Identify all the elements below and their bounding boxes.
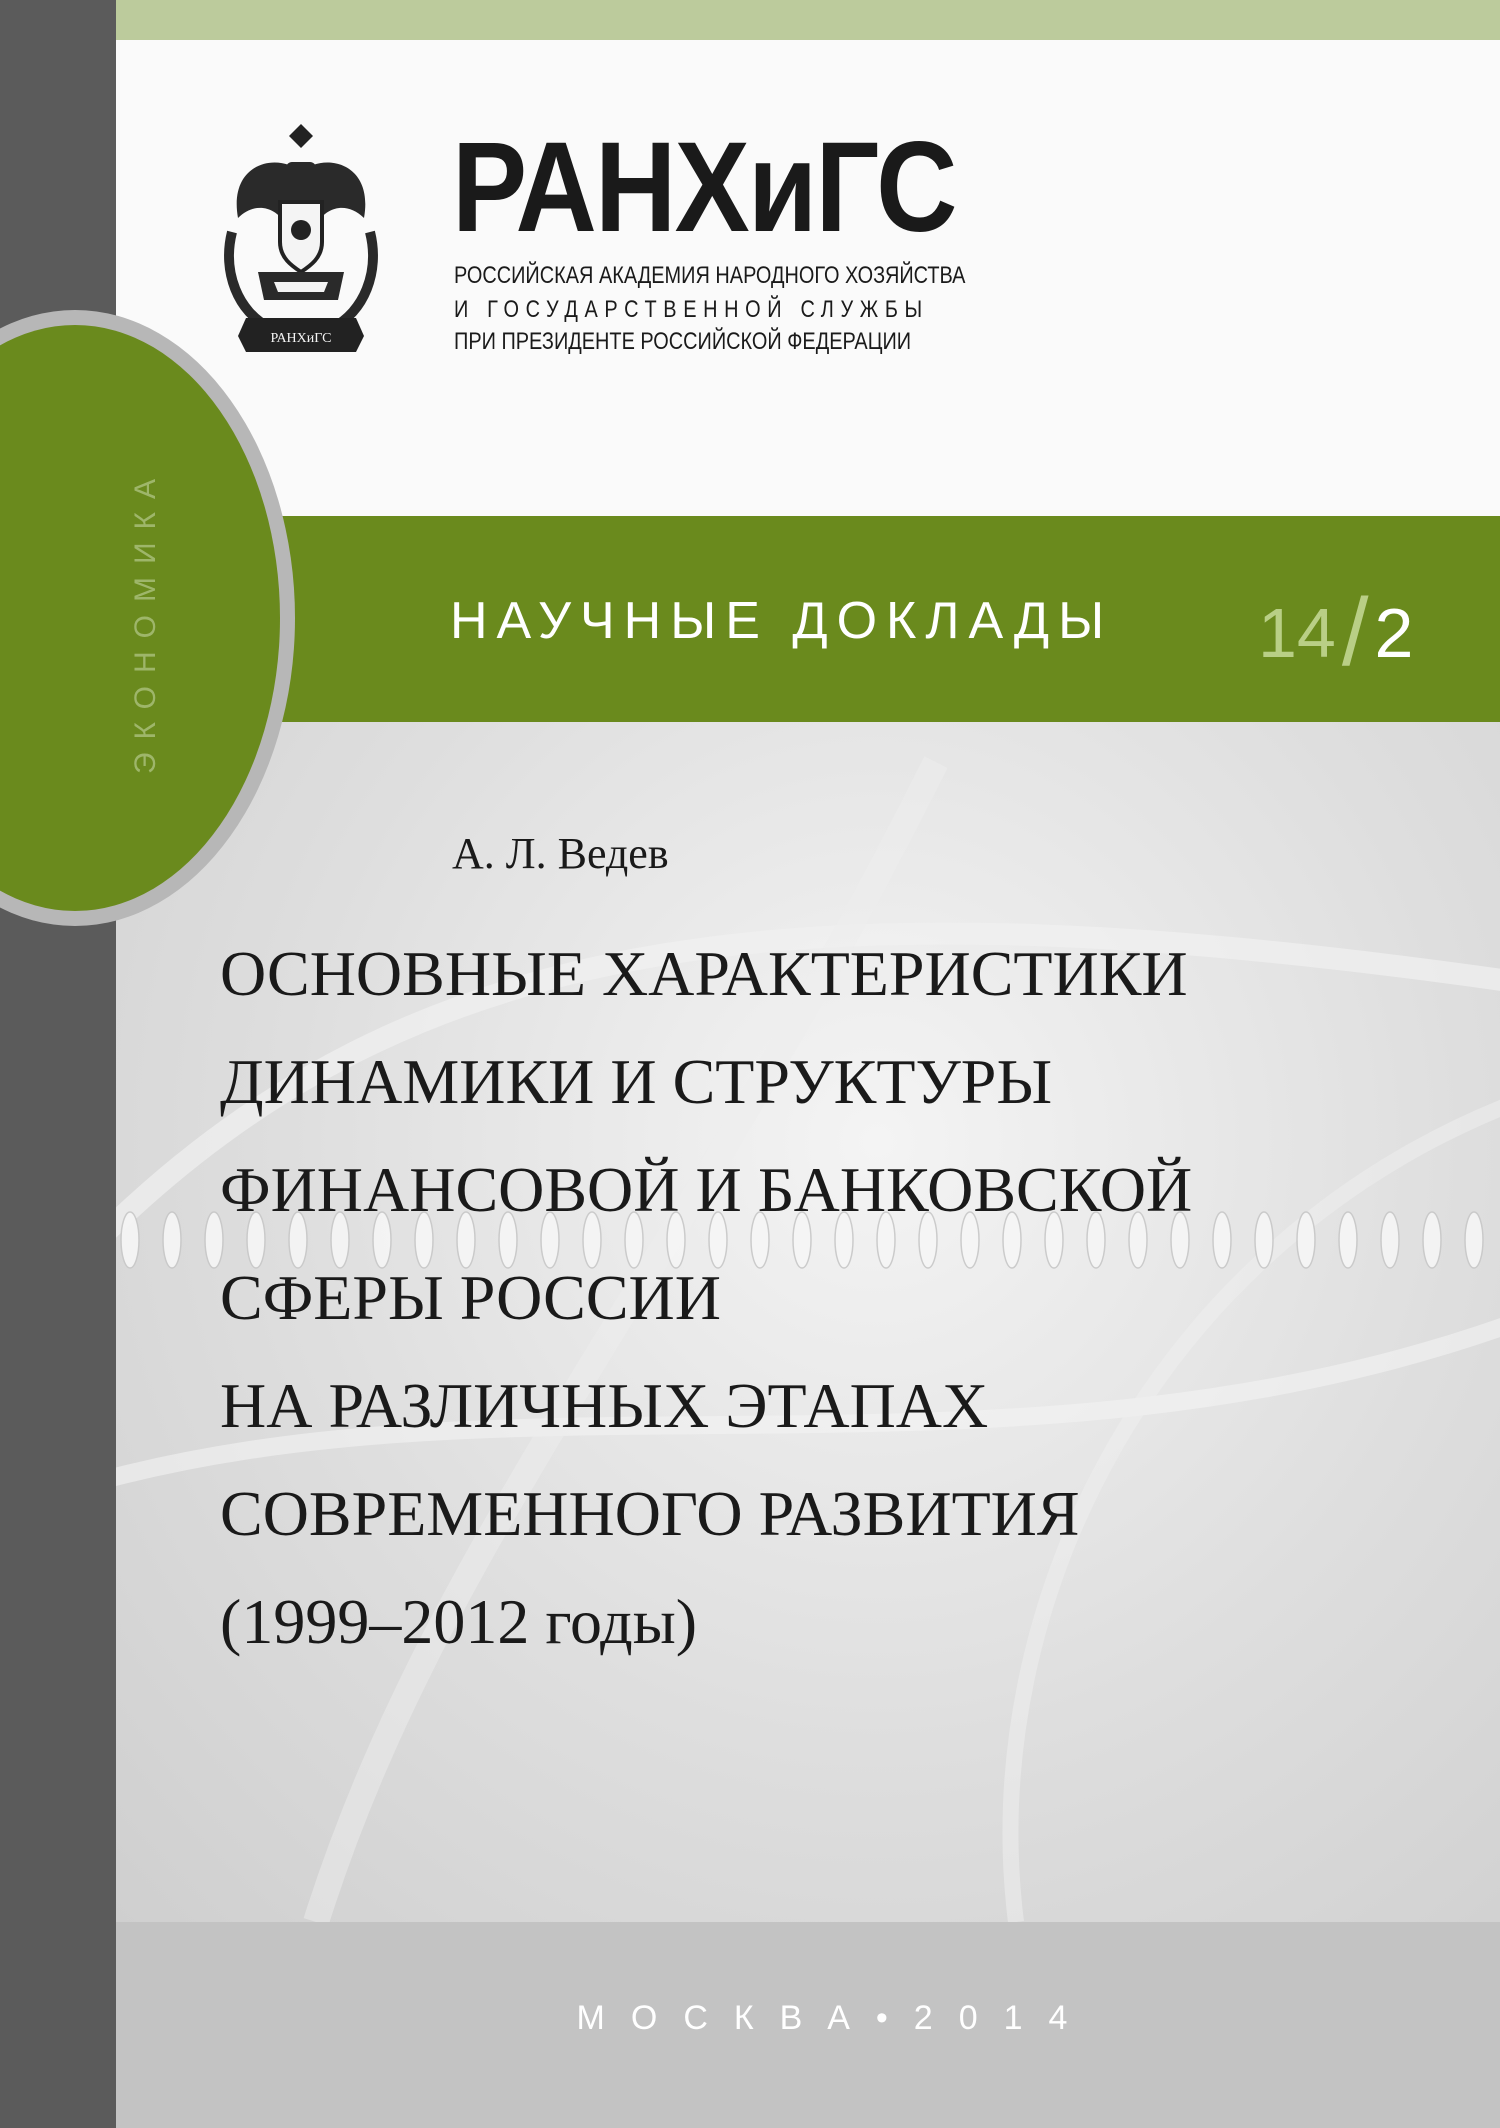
issue-number: [1258, 578, 1413, 688]
title-line: ДИНАМИКИ И СТРУКТУРЫ: [220, 1046, 1053, 1117]
title-line: (1999–2012 годы): [220, 1586, 697, 1657]
title-line: НА РАЗЛИЧНЫХ ЭТАПАХ: [220, 1370, 989, 1441]
brand-full-name-line-2: И ГОСУДАРСТВЕННОЙ СЛУЖБЫ: [454, 296, 929, 323]
title-line: СОВРЕМЕННОГО РАЗВИТИЯ: [220, 1478, 1080, 1549]
book-author: А. Л. Ведев: [452, 829, 669, 878]
series-title: НАУЧНЫЕ ДОКЛАДЫ: [450, 592, 1114, 650]
issue-volume: 14: [1258, 594, 1336, 672]
issue-part: 2: [1374, 594, 1414, 672]
svg-text:РАНХиГС: РАНХиГС: [270, 331, 332, 346]
brand-full-name-line-1: РОССИЙСКАЯ АКАДЕМИЯ НАРОДНОГО ХОЗЯЙСТВА: [454, 262, 966, 289]
subject-label: ЭКОНОМИКА: [129, 465, 162, 775]
issue-slash-divider: /: [1341, 579, 1369, 686]
academy-emblem-icon: [218, 122, 384, 354]
top-color-band: [116, 0, 1500, 40]
brand-full-name-line-3: ПРИ ПРЕЗИДЕНТЕ РОССИЙСКОЙ ФЕДЕРАЦИИ: [454, 328, 912, 355]
brand-name: РАНХиГС: [452, 116, 956, 259]
title-line: СФЕРЫ РОССИИ: [220, 1262, 721, 1333]
imprint-city-year: МОСКВА•2014: [576, 1999, 1094, 2037]
title-line: ФИНАНСОВОЙ И БАНКОВСКОЙ: [220, 1154, 1193, 1225]
title-line: ОСНОВНЫЕ ХАРАКТЕРИСТИКИ: [220, 938, 1188, 1009]
book-title: [220, 920, 1470, 1676]
